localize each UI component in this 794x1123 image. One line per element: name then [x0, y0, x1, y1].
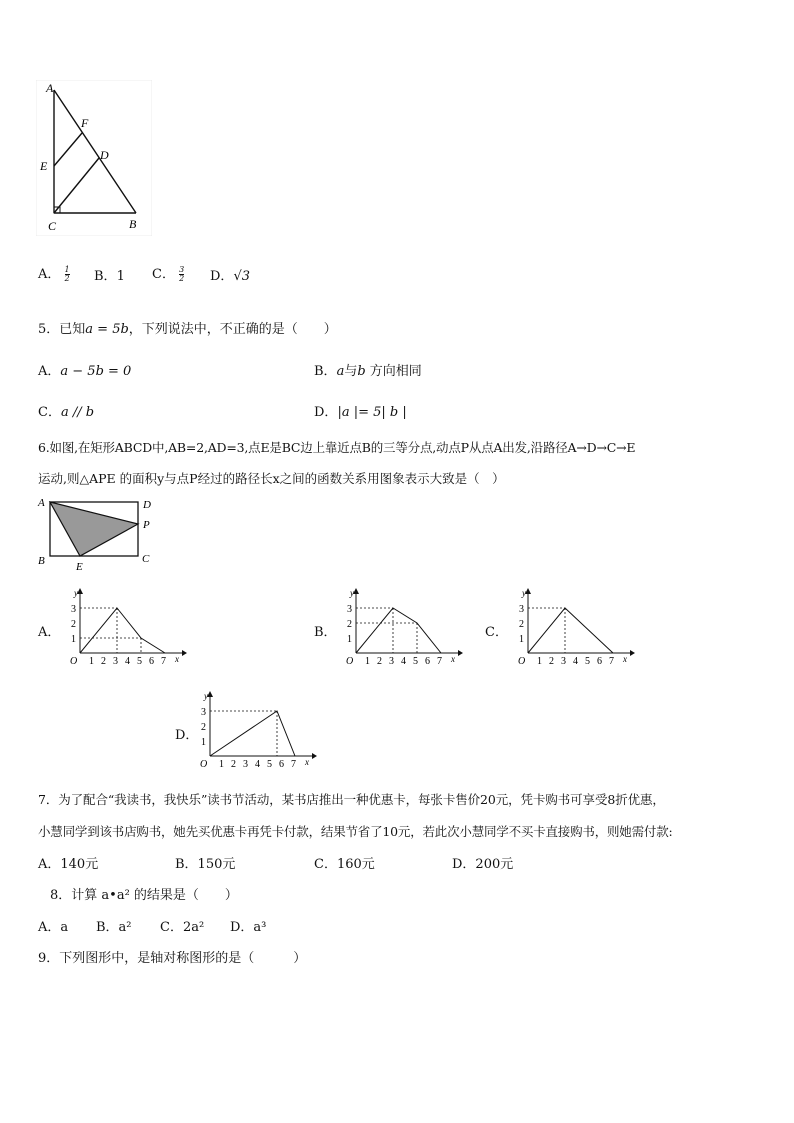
svg-text:6: 6 — [279, 759, 284, 770]
svg-text:3: 3 — [561, 656, 566, 667]
x-axis-label: x — [175, 654, 179, 664]
svg-text:2: 2 — [71, 619, 76, 630]
rect-label-d: D — [143, 499, 151, 511]
svg-text:7: 7 — [291, 759, 296, 770]
rect-label-a: A — [38, 497, 45, 509]
q6-stem-line2: 运动,则△APE 的面积y与点P经过的路径长x之间的函数关系用图象表示大致是（ ） — [38, 471, 505, 486]
label-d: D — [100, 148, 109, 162]
svg-text:O: O — [518, 656, 526, 667]
svg-text:O: O — [346, 656, 354, 667]
svg-text:1: 1 — [219, 759, 224, 770]
q6-option-c-label[interactable]: C． — [485, 625, 508, 640]
triangle-figure — [36, 80, 152, 236]
graph-option-b[interactable] — [336, 586, 464, 670]
svg-text:5: 5 — [137, 656, 142, 667]
svg-text:5: 5 — [413, 656, 418, 667]
svg-text:2: 2 — [101, 656, 106, 667]
svg-text:7: 7 — [609, 656, 614, 667]
svg-text:x: x — [451, 654, 455, 664]
rect-label-b: B — [38, 555, 45, 567]
svg-text:6: 6 — [597, 656, 602, 667]
svg-text:4: 4 — [573, 656, 578, 667]
q8-option-a[interactable]: A．a — [38, 920, 69, 935]
svg-text:5: 5 — [267, 759, 272, 770]
svg-text:y: y — [350, 588, 354, 598]
q4-option-b[interactable]: B．1 — [94, 269, 125, 284]
graph-option-d[interactable] — [190, 689, 318, 773]
svg-text:3: 3 — [201, 707, 206, 718]
q8-stem: 8．计算 a•a² 的结果是（ ） — [50, 888, 238, 903]
svg-text:3: 3 — [113, 656, 118, 667]
graph-option-a[interactable] — [60, 586, 188, 670]
svg-text:1: 1 — [365, 656, 370, 667]
svg-text:5: 5 — [585, 656, 590, 667]
svg-text:1: 1 — [201, 737, 206, 748]
svg-text:2: 2 — [549, 656, 554, 667]
svg-text:x: x — [305, 757, 309, 767]
svg-text:4: 4 — [125, 656, 130, 667]
svg-text:1: 1 — [89, 656, 94, 667]
q5-stem: 5．已知a = 5b，下列说法中，不正确的是（ ） — [38, 322, 337, 337]
q4-option-c[interactable]: C． $\frac{3}{2}$ — [152, 265, 185, 283]
q7-option-a[interactable]: A．140元 — [38, 857, 99, 872]
svg-text:6: 6 — [149, 656, 154, 667]
y-axis-label: y — [74, 588, 78, 598]
svg-text:y: y — [204, 691, 208, 701]
svg-text:2: 2 — [519, 619, 524, 630]
svg-text:3: 3 — [243, 759, 248, 770]
svg-text:2: 2 — [231, 759, 236, 770]
q7-stem-line2: 小慧同学到该书店购书，她先买优惠卡再凭卡付款，结果节省了10元，若此次小慧同学不买卡直接购书，则她需付款: — [38, 824, 673, 839]
svg-text:1: 1 — [537, 656, 542, 667]
q4-option-d[interactable]: D．√3 — [210, 269, 250, 284]
q9-stem: 9．下列图形中，是轴对称图形的是（ ） — [38, 951, 307, 966]
q6-option-b-label[interactable]: B． — [314, 625, 337, 640]
rectangle-figure — [34, 494, 164, 572]
q8-option-d[interactable]: D．a³ — [230, 920, 267, 935]
rect-label-e: E — [76, 561, 83, 572]
svg-text:2: 2 — [201, 722, 206, 733]
q6-stem-line1: 6.如图,在矩形ABCD中,AB=2,AD=3,点E是BC边上靠近点B的三等分点,动点P从点A出发,沿路径A→D→C→E — [38, 440, 636, 455]
svg-text:y: y — [522, 588, 526, 598]
label-e: E — [40, 159, 48, 173]
svg-text:1: 1 — [71, 634, 76, 645]
q7-option-b[interactable]: B．150元 — [175, 857, 236, 872]
q5-option-c[interactable]: C．a // b — [38, 405, 95, 420]
svg-text:3: 3 — [389, 656, 394, 667]
q5-option-a[interactable]: A．a − 5b = 0 — [38, 364, 132, 379]
rect-label-c: C — [142, 553, 150, 565]
q7-option-c[interactable]: C．160元 — [314, 857, 375, 872]
svg-text:3: 3 — [71, 604, 76, 615]
rect-label-p: P — [143, 519, 150, 531]
q8-option-b[interactable]: B．a² — [96, 920, 132, 935]
q4-option-a[interactable]: A． $\frac{1}{2}$ — [38, 265, 70, 283]
q6-option-a-label[interactable]: A． — [38, 625, 61, 640]
svg-text:1: 1 — [519, 634, 524, 645]
svg-text:2: 2 — [347, 619, 352, 630]
q5-option-d[interactable]: D．|a |= 5| b | — [314, 405, 407, 420]
svg-text:2: 2 — [377, 656, 382, 667]
label-c: C — [48, 219, 57, 233]
svg-text:x: x — [623, 654, 627, 664]
label-b: B — [129, 217, 137, 231]
svg-text:3: 3 — [347, 604, 352, 615]
q8-option-c[interactable]: C．2a² — [160, 920, 205, 935]
svg-text:6: 6 — [425, 656, 430, 667]
q6-option-d-label[interactable]: D． — [175, 728, 199, 743]
q5-option-b[interactable]: B．a与b 方向相同 — [314, 364, 422, 379]
svg-text:3: 3 — [519, 604, 524, 615]
svg-text:4: 4 — [401, 656, 406, 667]
label-a: A — [46, 81, 54, 95]
origin-label: O — [70, 656, 78, 667]
q7-stem-line1: 7．为了配合“我读书，我快乐”读书节活动，某书店推出一种优惠卡，每张卡售价20元，凭卡购书可享受8折优惠， — [38, 792, 665, 807]
svg-text:4: 4 — [255, 759, 260, 770]
graph-option-c[interactable] — [508, 586, 636, 670]
q7-option-d[interactable]: D．200元 — [452, 857, 514, 872]
svg-text:7: 7 — [161, 656, 166, 667]
svg-text:7: 7 — [437, 656, 442, 667]
svg-text:O: O — [200, 759, 208, 770]
svg-text:1: 1 — [347, 634, 352, 645]
label-f: F — [81, 116, 89, 130]
